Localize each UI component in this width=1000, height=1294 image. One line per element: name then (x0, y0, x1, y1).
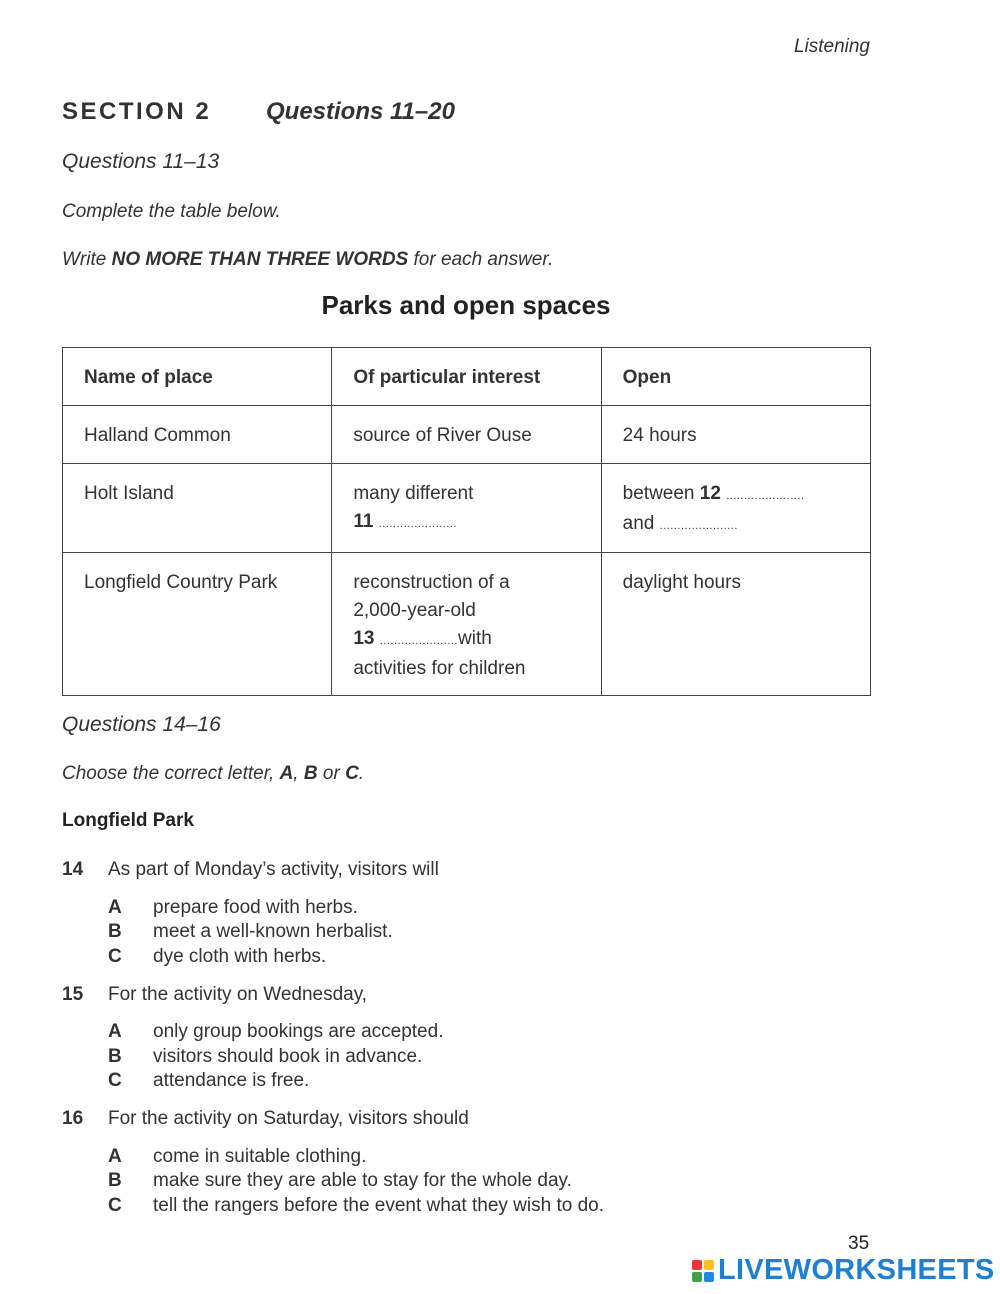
table-header-row (63, 348, 871, 406)
cell-open: 24 hours (601, 406, 870, 464)
option-text[interactable]: dye cloth with herbs. (153, 946, 327, 967)
cell-place-name: Holt Island (63, 464, 332, 553)
option-text[interactable]: come in suitable clothing. (153, 1146, 367, 1167)
table-instruction: Complete the table below. (62, 201, 281, 222)
option-letter[interactable]: A (108, 897, 122, 918)
logo-square-icon (692, 1260, 702, 1270)
section-title: SECTION 2 (62, 98, 212, 125)
option-text[interactable]: prepare food with herbs. (153, 897, 358, 918)
option-text[interactable]: attendance is free. (153, 1070, 310, 1091)
option-letter[interactable]: C (108, 946, 122, 967)
question-text: For the activity on Wednesday, (108, 984, 368, 1005)
page-header-tag: Listening (793, 36, 870, 57)
column-header-open: Open (601, 348, 870, 406)
column-header-name: Name of place (63, 348, 332, 406)
page-number: 35 (848, 1233, 870, 1254)
option-letter[interactable]: C (108, 1195, 122, 1216)
question-number: 14 (62, 859, 84, 880)
section-questions-range: Questions 11–20 (266, 98, 455, 125)
brand-name: LIVEWORKSHEETS (718, 1254, 995, 1286)
cell-place-name: Halland Common (63, 406, 332, 464)
cell-interest: many different 11 ...................... (332, 464, 601, 553)
cell-interest: reconstruction of a 2,000-year-old 13 ......................with activities for children (332, 553, 601, 696)
option-text[interactable]: meet a well-known herbalist. (153, 921, 393, 942)
option-text[interactable]: make sure they are able to stay for the whole day. (153, 1170, 572, 1191)
parks-table (62, 347, 871, 696)
liveworksheets-logo-icon (692, 1260, 714, 1282)
longfield-park-subheading: Longfield Park (62, 810, 194, 831)
liveworksheets-logo[interactable] (692, 1254, 995, 1287)
option-text[interactable]: tell the rangers before the event what they wish to do. (153, 1195, 604, 1216)
question-number: 15 (62, 984, 84, 1005)
table-row (63, 553, 871, 696)
option-letter[interactable]: A (108, 1021, 122, 1042)
choose-letter-instruction: Choose the correct letter, A, B or C. (62, 763, 365, 784)
questions-11-13-heading: Questions 11–13 (62, 150, 220, 173)
questions-14-16-heading: Questions 14–16 (62, 713, 221, 736)
answer-blank-11[interactable]: ...................... (378, 518, 457, 530)
option-letter[interactable]: B (108, 921, 122, 942)
cell-interest: source of River Ouse (332, 406, 601, 464)
answer-blank-12b[interactable]: ...................... (659, 520, 738, 532)
question-text: As part of Monday’s activity, visitors will (108, 859, 439, 880)
option-letter[interactable]: C (108, 1070, 122, 1091)
option-letter[interactable]: B (108, 1046, 122, 1067)
logo-square-icon (692, 1272, 702, 1282)
cell-open: daylight hours (601, 553, 870, 696)
option-letter[interactable]: A (108, 1146, 122, 1167)
logo-square-icon (704, 1272, 714, 1282)
question-text: For the activity on Saturday, visitors should (108, 1108, 469, 1129)
option-text[interactable]: visitors should book in advance. (153, 1046, 423, 1067)
option-letter[interactable]: B (108, 1170, 122, 1191)
logo-square-icon (704, 1260, 714, 1270)
column-header-interest: Of particular interest (332, 348, 601, 406)
table-row (63, 464, 871, 553)
option-text[interactable]: only group bookings are accepted. (153, 1021, 444, 1042)
question-number: 16 (62, 1108, 84, 1129)
question-number-13: 13 (353, 628, 375, 649)
answer-blank-12a[interactable]: ...................... (726, 490, 805, 502)
question-number-11: 11 (353, 511, 374, 532)
answer-blank-13[interactable]: ...................... (379, 635, 458, 647)
cell-open: between 12 ...................... and ...................... (601, 464, 870, 553)
table-title: Parks and open spaces (321, 290, 611, 320)
cell-place-name: Longfield Country Park (63, 553, 332, 696)
question-number-12: 12 (699, 483, 721, 504)
table-row (63, 406, 871, 464)
word-limit-instruction: Write NO MORE THAN THREE WORDS for each answer. (62, 249, 554, 270)
